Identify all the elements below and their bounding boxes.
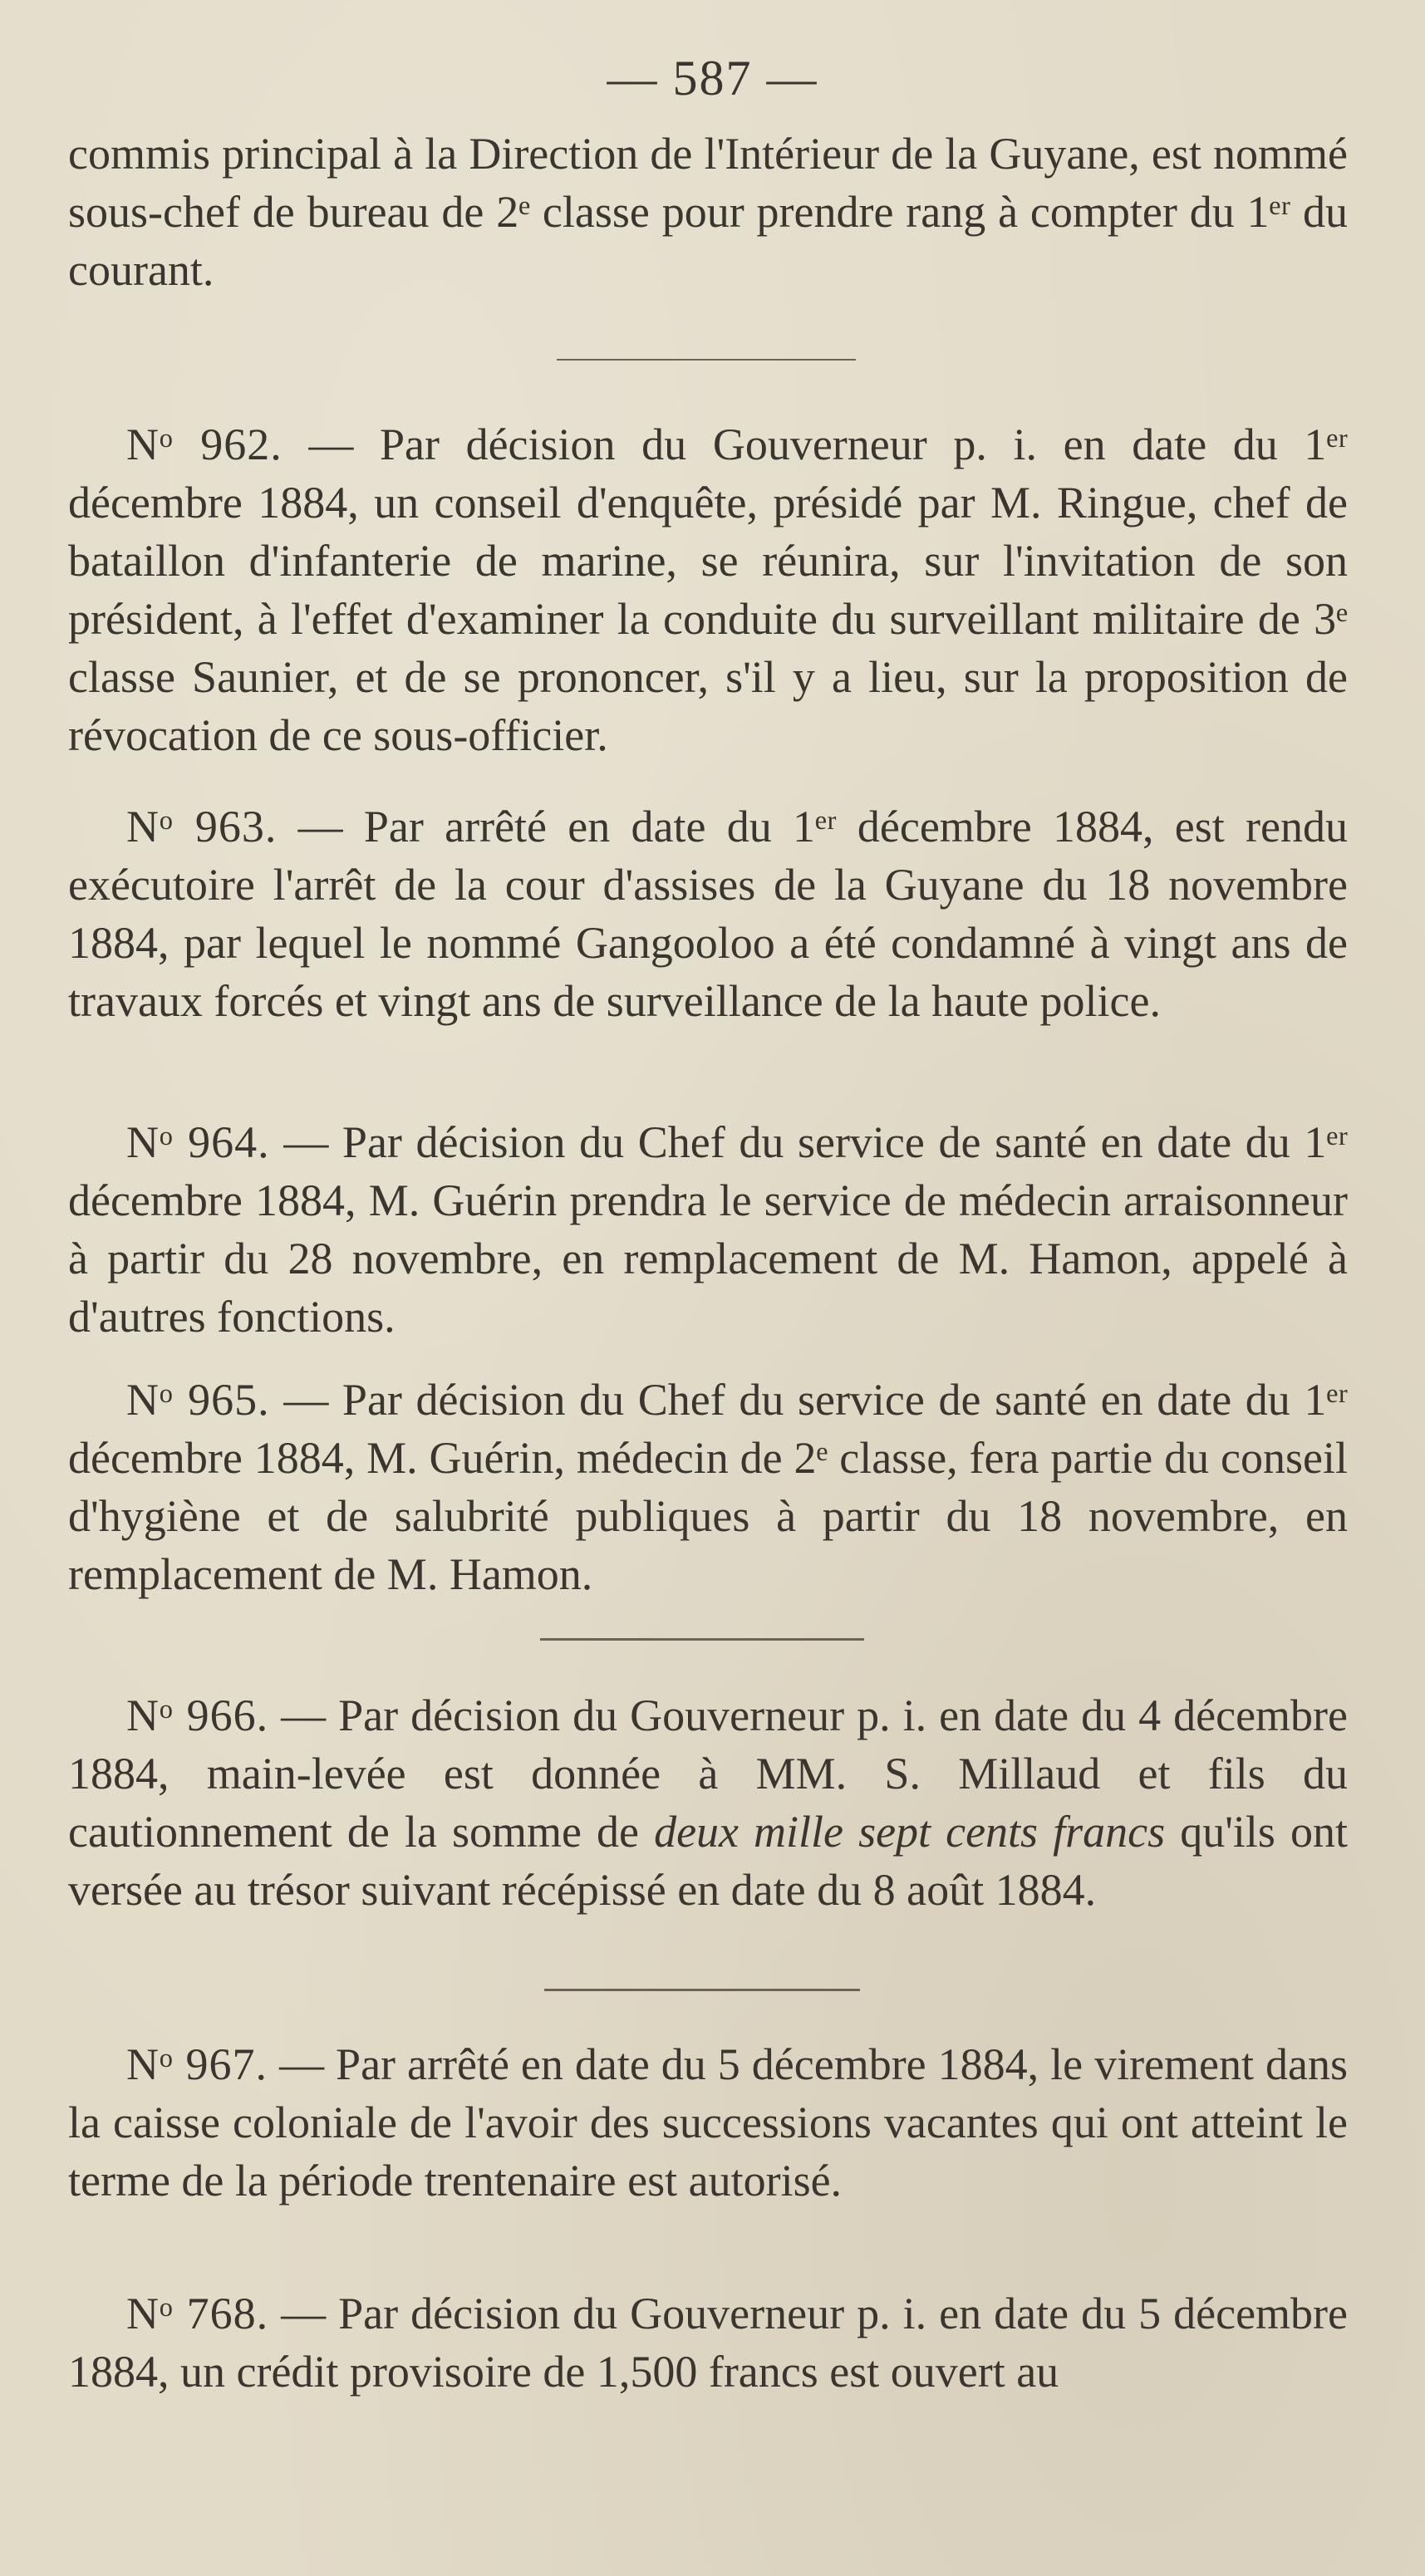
entry-965 xyxy=(68,1371,1348,1603)
entry-number: Nᵒ 967. xyxy=(126,2039,268,2089)
separator-rule xyxy=(557,359,856,361)
continuation-paragraph: commis principal à la Direction de l'Intérieur de la Guyane, est nommé sous-chef de bureau de 2ᵉ classe pour prendre rang à compter du 1ᵉʳ du courant. xyxy=(68,129,1348,295)
entry-text: — Par décision du Gouverneur p. i. en date du 4 décembre 1884, main-levée est donnée à MM. S. Millaud et fils du cautionnement de la somme de xyxy=(68,1690,1349,1857)
entry-967 xyxy=(68,2035,1348,2210)
entry-text: — Par décision du Chef du service de santé en date du 1ᵉʳ décembre 1884, M. Guérin, médecin de 2ᵉ classe, fera partie du conseil d'hygiène et de salubrité publiques à partir du 18 novembre, en remplacement de M. Hamon. xyxy=(68,1375,1348,1599)
separator-rule xyxy=(544,1989,860,1991)
entry-paragraph xyxy=(68,2284,1348,2401)
entry-number: Nᵒ 965. xyxy=(126,1375,270,1425)
entry-964 xyxy=(68,1113,1348,1346)
entry-768 xyxy=(68,2284,1348,2401)
entry-text: — Par arrêté en date du 5 décembre 1884, le virement dans la caisse coloniale de l'avoir des successions vacantes qui ont atteint le terme de la période trentenaire est autorisé. xyxy=(68,2039,1349,2206)
entry-966 xyxy=(68,1686,1348,1919)
entry-paragraph xyxy=(68,415,1348,764)
entry-text: — Par décision du Gouverneur p. i. en date du 1ᵉʳ décembre 1884, un conseil d'enquête, présidé par M. Ringue, chef de bataillon d'infanterie de marine, se réunira, sur l'invitation de son président, à l'effet d'examiner la conduite du surveillant militaire de 3ᵉ classe Saunier, et de se prononcer, s'il y a lieu, sur la proposition de révocation de ce sous-officier. xyxy=(68,420,1349,760)
continuation-block xyxy=(68,125,1348,299)
entry-number: Nᵒ 964. xyxy=(126,1117,270,1167)
entry-number: Nᵒ 963. xyxy=(126,802,278,851)
separator-rule xyxy=(540,1638,864,1641)
entry-number: Nᵒ 768. xyxy=(126,2289,269,2338)
entry-paragraph xyxy=(68,1371,1348,1603)
entry-paragraph xyxy=(68,1113,1348,1346)
entry-text: — Par arrêté en date du 1ᵉʳ décembre 1884, est rendu exécutoire l'arrêt de la cour d'assises de la Guyane du 18 novembre 1884, par lequel le nommé Gangooloo a été condamné à vingt ans de travaux forcés et vingt ans de surveillance de la haute police. xyxy=(68,802,1349,1026)
entry-text: — Par décision du Gouverneur p. i. en date du 5 décembre 1884, un crédit provisoire de 1,500 francs est ouvert au xyxy=(68,2289,1349,2397)
page-number: — 587 — xyxy=(607,51,818,105)
entry-paragraph xyxy=(68,2035,1348,2210)
entry-962 xyxy=(68,415,1348,764)
entry-number: Nᵒ 966. xyxy=(126,1690,269,1740)
entry-paragraph xyxy=(68,1686,1348,1919)
entry-amount-italic: deux mille sept cents francs xyxy=(654,1807,1166,1857)
entry-text: qu'ils ont versée au trésor suivant récépissé en date du 8 août 1884. xyxy=(68,1807,1349,1915)
entry-963 xyxy=(68,797,1348,1030)
entry-number: Nᵒ 962. xyxy=(126,420,283,469)
entry-paragraph xyxy=(68,797,1348,1030)
entry-text: — Par décision du Chef du service de santé en date du 1ᵉʳ décembre 1884, M. Guérin prendra le service de médecin arraisonneur à partir du 28 novembre, en remplacement de M. Hamon, appelé à d'autres fonctions. xyxy=(68,1117,1348,1342)
